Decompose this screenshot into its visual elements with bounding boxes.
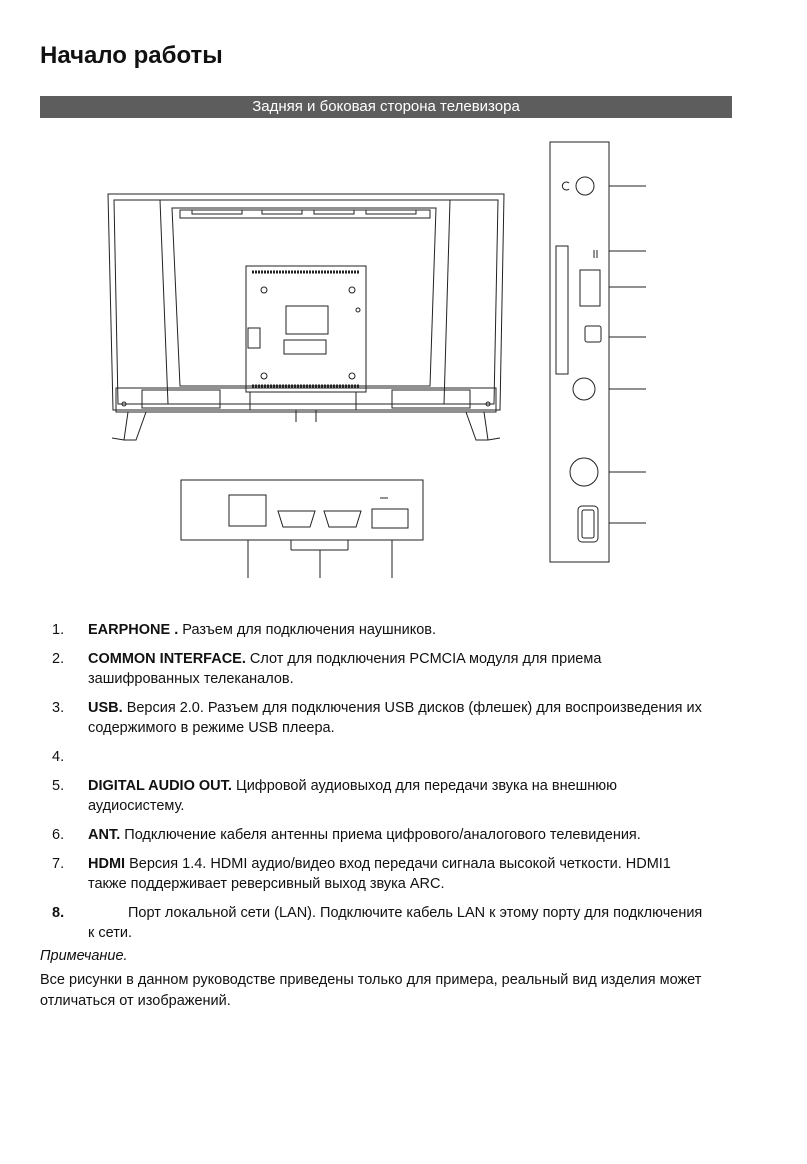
list-item — [52, 620, 712, 640]
page-title: Начало работы — [40, 42, 223, 69]
connector-list — [52, 620, 712, 952]
lan-port — [229, 495, 266, 526]
item-description: Слот для подключения PCMCIA модуля для приема зашифрованных телеканалов. — [88, 651, 602, 687]
item-term: USB. — [88, 700, 123, 716]
hdmi-port-1 — [278, 511, 315, 527]
item-number: 1. — [52, 622, 65, 638]
hdmi-side-port — [578, 506, 598, 542]
tv-rear-view — [108, 194, 504, 440]
item-description: Подключение кабеля антенны приема цифрового/аналогового телевидения. — [124, 827, 641, 843]
item-number: 4. — [52, 749, 65, 765]
item-description: Версия 2.0. Разъем для подключения USB дисков (флешек) для воспроизведения их содержимого в режиме USB плеера. — [88, 700, 702, 736]
section-banner: Задняя и боковая сторона телевизора — [40, 96, 732, 118]
antenna-port — [372, 509, 408, 528]
antenna-jack — [570, 458, 598, 486]
item-term: EARPHONE . — [88, 622, 179, 638]
item-description: Разъем для подключения наушников. — [182, 622, 437, 638]
list-item — [52, 825, 712, 845]
common-interface-slot — [556, 246, 568, 374]
note-text: Все рисунки в данном руководстве приведены только для примера, реальный вид изделия может отличаться от изображений. — [40, 972, 702, 1009]
optical-port — [585, 326, 601, 342]
side-connector-panel — [550, 142, 646, 562]
item-number: 7. — [52, 856, 65, 872]
bottom-connector-panel — [181, 480, 423, 578]
item-term: ANT. — [88, 827, 121, 843]
earphone-jack — [576, 177, 594, 195]
item-term: DIGITAL AUDIO OUT. — [88, 778, 232, 794]
item-description: Версия 1.4. HDMI аудио/видео вход передачи сигнала высокой четкости. HDMI1 также поддерживает реверсивный выход звука ARC. — [88, 856, 671, 892]
round-port — [573, 378, 595, 400]
item-term: HDMI — [88, 856, 126, 872]
usb-port — [580, 270, 600, 306]
hdmi-port-2 — [324, 511, 361, 527]
item-number: 6. — [52, 827, 65, 843]
item-number: 8. — [52, 905, 65, 921]
note-heading: Примечание. — [40, 948, 128, 964]
list-item — [52, 776, 712, 816]
item-description: Цифровой аудиовыход для передачи звука на внешнюю аудиосистему. — [88, 778, 618, 814]
list-item — [52, 903, 712, 943]
item-number: 2. — [52, 651, 65, 667]
item-number: 3. — [52, 700, 65, 716]
list-item — [52, 854, 712, 894]
item-term: COMMON INTERFACE. — [88, 651, 246, 667]
item-description: Порт локальной сети (LAN). Подключите кабель LAN к этому порту для подключения к сети. — [88, 905, 703, 941]
item-number: 5. — [52, 778, 65, 794]
list-item — [52, 747, 712, 767]
list-item — [52, 649, 712, 689]
list-item — [52, 698, 712, 738]
